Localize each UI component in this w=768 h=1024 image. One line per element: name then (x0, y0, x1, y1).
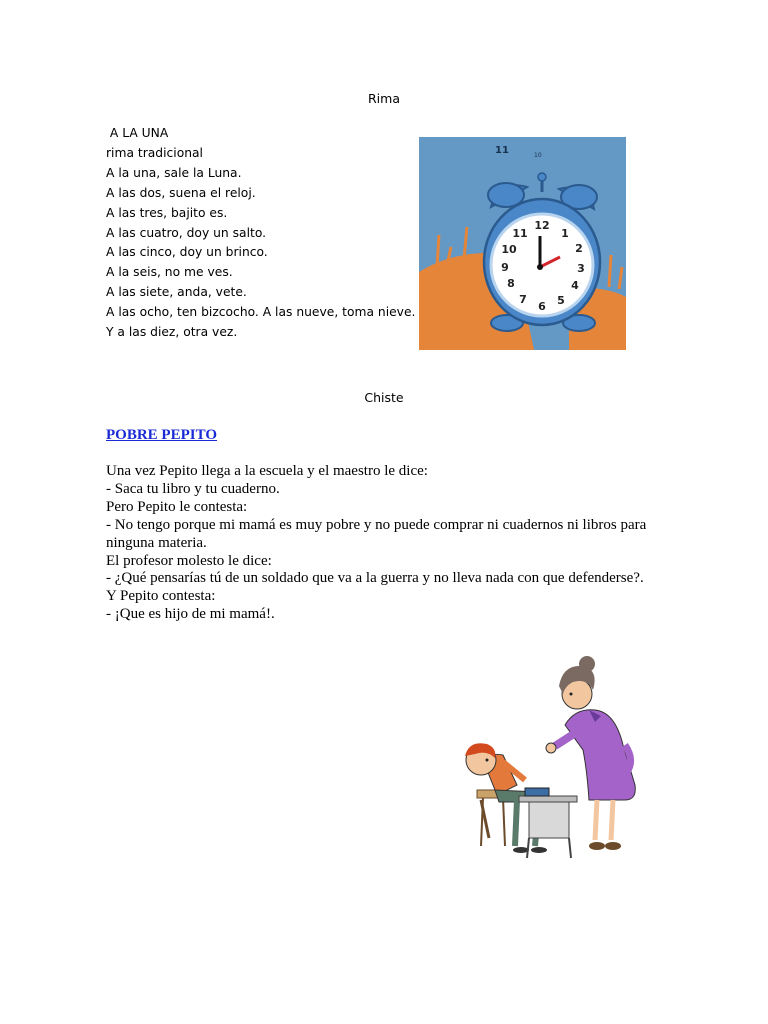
joke-line: - ¡Que es hijo de mi mamá!. (106, 606, 275, 623)
clock-number: 7 (519, 293, 527, 306)
joke-line: - Saca tu libro y tu cuaderno. (106, 480, 280, 497)
joke-line: Una vez Pepito llega a la escuela y el maestro le dice: (106, 463, 428, 479)
section-heading-chiste: Chiste (364, 390, 404, 405)
background-number: 11 (495, 145, 509, 156)
clock-number: 3 (577, 262, 585, 275)
joke-line: El profesor molesto le dice: (106, 552, 272, 569)
clock-number: 12 (534, 219, 550, 232)
poem-line: A las cinco, doy un brinco. (106, 245, 268, 260)
poem-title: A LA UNA (106, 126, 169, 140)
clock-number: 1 (561, 227, 569, 240)
joke-line: Pero Pepito le contesta: (106, 498, 248, 515)
poem (106, 124, 416, 343)
joke-line: - ¿Qué pensarías tú de un soldado que va a la guerra y no lleva nada con que defenderse?. (106, 570, 644, 587)
clock-number: 5 (557, 294, 565, 307)
classroom-icon (447, 650, 651, 862)
alarm-clock-icon (419, 137, 626, 350)
section-heading-rima: Rima (368, 91, 400, 106)
poem-line: A las tres, bajito es. (106, 205, 228, 220)
clock-number: 9 (501, 261, 509, 274)
joke-line: - No tengo porque mi mamá es muy pobre y no puede comprar ni cuadernos ni libros para ninguna materia. (106, 516, 647, 551)
poem-line: A las dos, suena el reloj. (106, 185, 256, 200)
clock-number: 6 (538, 300, 546, 313)
poem-line: A la seis, no me ves. (106, 265, 233, 280)
joke-line: Y Pepito contesta: (106, 588, 216, 605)
poem-line: A la una, sale la Luna. (106, 165, 242, 180)
poem-line: A las cuatro, doy un salto. (106, 225, 267, 240)
alarm-clock-illustration (419, 137, 626, 350)
background-number: 10 (534, 152, 542, 159)
clock-number: 4 (571, 279, 579, 292)
teacher-student-illustration (447, 650, 651, 862)
clock-number: 11 (512, 227, 528, 240)
clock-number: 8 (507, 277, 515, 290)
poem-subtitle: rima tradicional (106, 145, 203, 160)
clock-number: 10 (501, 243, 517, 256)
joke-title-link[interactable]: POBRE PEPITO (106, 427, 217, 443)
poem-line: A las siete, anda, vete. (106, 285, 247, 300)
poem-line: A las ocho, ten bizcocho. A las nueve, toma nieve. (106, 305, 416, 320)
poem-line: Y a las diez, otra vez. (106, 325, 238, 340)
joke-text (106, 463, 666, 624)
clock-number: 2 (575, 242, 583, 255)
